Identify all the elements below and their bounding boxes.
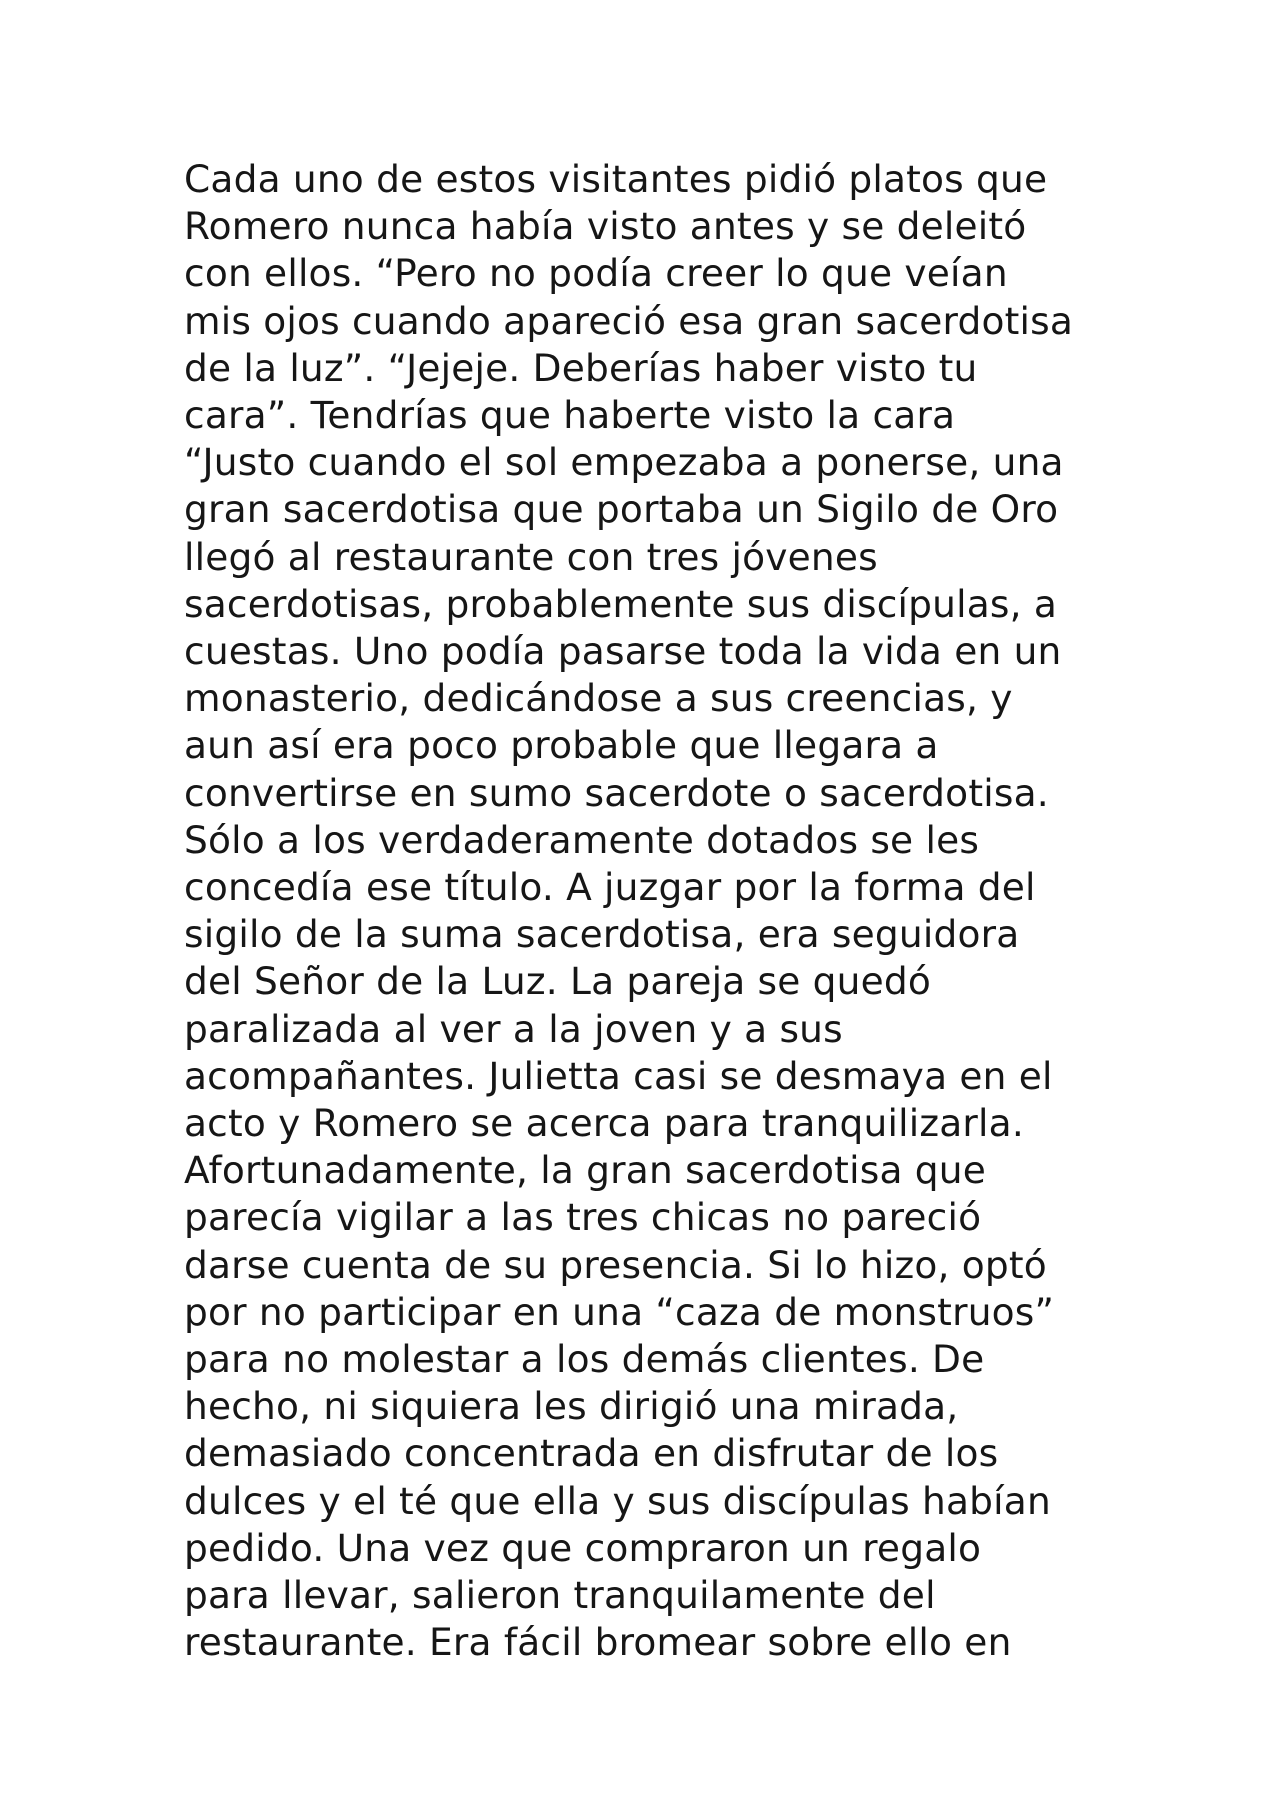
text-line: de la luz”. “Jejeje. Deberías haber visto tu — [184, 345, 978, 390]
text-line: hecho, ni siquiera les dirigió una mirada, — [184, 1384, 959, 1429]
text-line: demasiado concentrada en disfrutar de los — [184, 1431, 999, 1476]
text-line: acompañantes. Julietta casi se desmaya en el — [184, 1053, 1053, 1098]
text-line: “Justo cuando el sol empezaba a ponerse, una — [184, 440, 1064, 485]
text-line: dulces y el té que ella y sus discípulas habían — [184, 1478, 1051, 1523]
text-line: convertirse en sumo sacerdote o sacerdotisa. — [184, 770, 1049, 815]
text-line: cara”. Tendrías que haberte visto la cara — [184, 393, 956, 438]
text-line: por no participar en una “caza de monstruos” — [184, 1289, 1055, 1334]
text-line: sigilo de la suma sacerdotisa, era seguidora — [184, 912, 1020, 957]
text-line: Cada uno de estos visitantes pidió platos que — [184, 157, 1048, 201]
text-line: para no molestar a los demás clientes. De — [184, 1337, 985, 1382]
text-line: pedido. Una vez que compraron un regalo — [184, 1525, 982, 1570]
text-line: aun así era poco probable que llegara a — [184, 723, 939, 768]
text-line: del Señor de la Luz. La pareja se quedó — [184, 959, 932, 1004]
text-line: darse cuenta de su presencia. Si lo hizo, optó — [184, 1242, 1047, 1287]
text-line: llegó al restaurante con tres jóvenes — [184, 534, 878, 579]
text-line: para llevar, salieron tranquilamente del — [184, 1573, 936, 1618]
text-line: mis ojos cuando apareció esa gran sacerdotisa — [184, 298, 1074, 343]
text-line: Romero nunca había visto antes y se deleitó — [184, 204, 1027, 249]
text-line: con ellos. “Pero no podía creer lo que veían — [184, 251, 1008, 296]
text-line: paralizada al ver a la joven y a sus — [184, 1006, 843, 1051]
text-line: concedía ese título. A juzgar por la forma del — [184, 865, 1036, 910]
body-text — [184, 156, 1244, 1667]
text-line: acto y Romero se acerca para tranquilizarla. — [184, 1101, 1024, 1146]
text-line: Afortunadamente, la gran sacerdotisa que — [184, 1148, 986, 1193]
text-line: Sólo a los verdaderamente dotados se les — [184, 817, 980, 862]
text-line: cuestas. Uno podía pasarse toda la vida en un — [184, 629, 1062, 674]
text-line: parecía vigilar a las tres chicas no pareció — [184, 1195, 982, 1240]
text-line: monasterio, dedicándose a sus creencias, y — [184, 676, 1013, 721]
text-line: gran sacerdotisa que portaba un Sigilo de Oro — [184, 487, 1059, 532]
text-line: restaurante. Era fácil bromear sobre ello en — [184, 1620, 1012, 1665]
text-line: sacerdotisas, probablemente sus discípulas, a — [184, 581, 1058, 626]
